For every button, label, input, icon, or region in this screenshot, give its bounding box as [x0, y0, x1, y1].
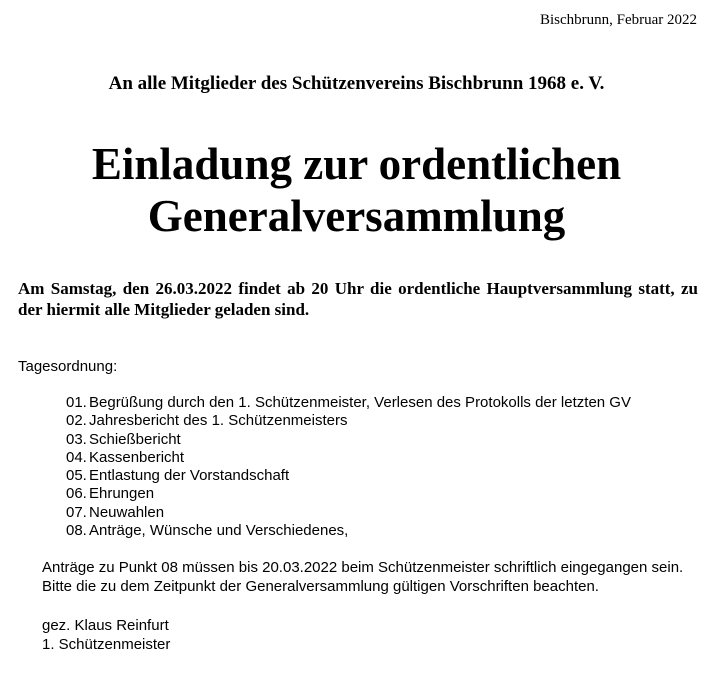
addressee-line: An alle Mitglieder des Schützenvereins Bischbrunn 1968 e. V. [108, 73, 605, 94]
agenda-item-number: 03. [66, 430, 87, 448]
agenda-item-number: 06. [66, 485, 87, 503]
agenda-label: Tagesordnung: [18, 358, 118, 375]
invitation-title [0, 138, 713, 242]
agenda-item [66, 412, 631, 430]
agenda-item [66, 431, 631, 449]
agenda-item-number: 08. [66, 522, 87, 540]
agenda-item [66, 467, 631, 485]
agenda-item-number: 01. [66, 394, 87, 411]
agenda-item [66, 394, 631, 412]
agenda-item-text: Schießbericht [89, 430, 181, 448]
signature-role: 1. Schützenmeister [42, 636, 171, 653]
agenda-item-text: Neuwahlen [89, 503, 165, 521]
meeting-announcement: Am Samstag, den 26.03.2022 findet ab 20 Uhr die ordentliche Hauptversammlung statt, zu der hiermit alle Mitglieder geladen sind. [18, 279, 698, 319]
agenda-item [66, 485, 631, 503]
agenda-item-text: Begrüßung durch den 1. Schützenmeister, Verlesen des Protokolls der letzten GV [89, 394, 631, 411]
agenda-item-text: Kassenbericht [89, 448, 185, 466]
signature-name: gez. Klaus Reinfurt [42, 617, 169, 634]
agenda-item-number: 04. [66, 448, 87, 466]
agenda-item [66, 504, 631, 522]
motions-notice: Anträge zu Punkt 08 müssen bis 20.03.2022 beim Schützenmeister schriftlich eingegangen sein. Bitte die zu dem Zeitpunkt der Generalversammlung gültigen Vorschriften beachten. [42, 559, 684, 595]
agenda-item-number: 02. [66, 412, 87, 430]
agenda-item [66, 522, 631, 540]
agenda-item-text: Ehrungen [89, 485, 155, 503]
place-date: Bischbrunn, Februar 2022 [539, 12, 697, 28]
title-line-2: Generalversammlung [147, 191, 566, 241]
agenda-item-text: Jahresbericht des 1. Schützenmeisters [89, 412, 348, 430]
agenda-item-number: 07. [66, 503, 87, 521]
title-line-1: Einladung zur ordentlichen [91, 139, 622, 189]
agenda-item-text: Entlastung der Vorstandschaft [89, 467, 290, 485]
agenda-item-number: 05. [66, 467, 87, 485]
agenda-item [66, 449, 631, 467]
agenda-list [66, 394, 631, 540]
signature-block [42, 616, 170, 654]
agenda-item-text: Anträge, Wünsche und Verschiedenes, [89, 522, 349, 540]
